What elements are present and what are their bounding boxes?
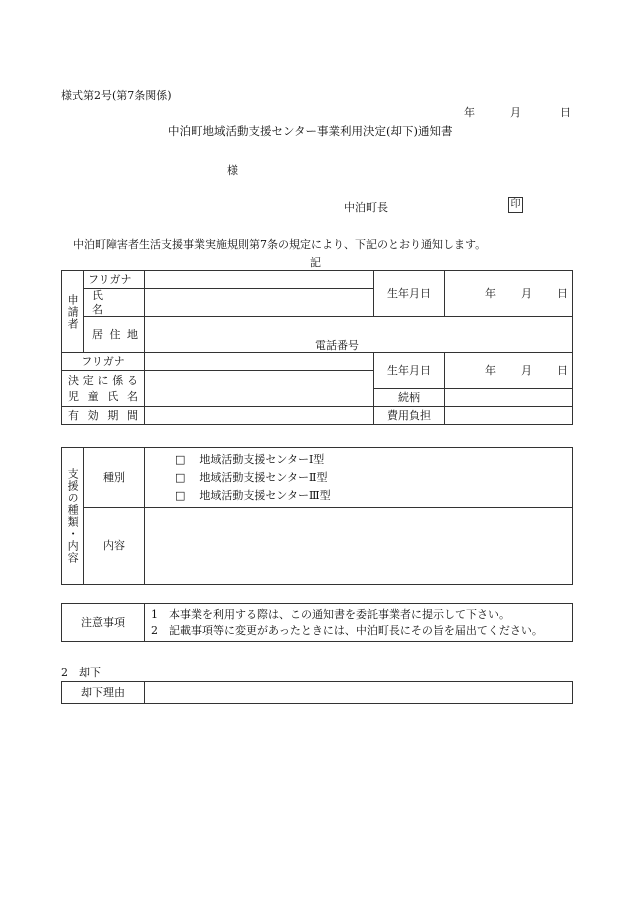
child-birthdate-field[interactable]	[445, 353, 573, 389]
birth-month-label: 月	[521, 286, 532, 300]
support-group-label: 支援の種類・内容	[62, 448, 84, 585]
seal-mark: 印	[508, 197, 523, 213]
notes-content	[145, 604, 573, 642]
address-label: 居住地	[84, 317, 145, 353]
type-options	[145, 448, 573, 508]
furigana-label: フリガナ	[84, 271, 145, 289]
child-name-field[interactable]	[145, 371, 374, 407]
content-field[interactable]	[145, 508, 573, 585]
date-year-label: 年	[464, 106, 475, 119]
name-field[interactable]	[145, 289, 374, 317]
cost-field[interactable]	[445, 407, 573, 425]
rejection-reason-field[interactable]	[145, 682, 573, 704]
option-type-1-label: 地域活動支援センターⅠ型	[199, 452, 325, 466]
note-2: 2 記載事項等に変更があったときには、中泊町長にその旨を届出てください。	[151, 624, 543, 637]
type-label: 種別	[84, 448, 145, 508]
checkbox-type-3[interactable]: □	[175, 488, 186, 502]
child-birth-year-label: 年	[485, 363, 496, 377]
name-label: 氏 名	[84, 289, 145, 317]
document-title: 中泊町地域活動支援センター事業利用決定(却下)通知書	[168, 124, 453, 138]
child-furigana-label: フリガナ	[62, 353, 145, 371]
birth-year-label: 年	[485, 286, 496, 300]
cost-label: 費用負担	[374, 407, 445, 425]
child-name-label-line1: 決定に係る	[68, 373, 138, 387]
child-furigana-field[interactable]	[145, 353, 374, 371]
phone-label: 電話番号	[315, 338, 359, 352]
child-birth-day-label: 日	[557, 363, 568, 377]
content-label: 内容	[84, 508, 145, 585]
rejection-section-title: 2 却下	[61, 666, 101, 679]
issuer-name: 中泊町長	[344, 201, 388, 214]
birthdate-field[interactable]	[445, 271, 573, 317]
option-type-2-label: 地域活動支援センターⅡ型	[199, 470, 328, 484]
valid-period-label: 有効期間	[62, 407, 145, 425]
relation-field[interactable]	[445, 389, 573, 407]
rejection-table	[61, 681, 573, 704]
address-field[interactable]	[145, 317, 573, 353]
applicant-table	[61, 270, 573, 425]
body-text: 中泊町障害者生活支援事業実施規則第7条の規定により、下記のとおり通知します。	[73, 238, 487, 251]
applicant-group-label: 申請者	[62, 271, 84, 353]
birth-day-label: 日	[557, 286, 568, 300]
note-1: 1 本事業を利用する際は、この通知書を委託事業者に提示して下さい。	[151, 607, 510, 621]
date-month-label: 月	[510, 106, 521, 119]
support-table	[61, 447, 573, 585]
form-number: 様式第2号(第7条関係)	[61, 89, 172, 102]
checkbox-type-2[interactable]: □	[175, 470, 186, 484]
option-type-1[interactable]	[145, 451, 572, 469]
date-day-label: 日	[560, 106, 571, 119]
addressee-suffix: 様	[227, 164, 238, 177]
rejection-reason-label: 却下理由	[62, 682, 145, 704]
valid-period-field[interactable]	[145, 407, 374, 425]
birthdate-label: 生年月日	[374, 271, 445, 317]
checkbox-type-1[interactable]: □	[175, 452, 186, 466]
option-type-2[interactable]	[145, 469, 572, 487]
child-name-label-line2: 児童氏名	[68, 390, 138, 403]
option-type-3[interactable]	[145, 487, 572, 505]
child-birth-month-label: 月	[521, 363, 532, 377]
child-birthdate-label: 生年月日	[374, 353, 445, 389]
notes-label: 注意事項	[62, 604, 145, 642]
relation-label: 続柄	[374, 389, 445, 407]
furigana-field[interactable]	[145, 271, 374, 289]
child-name-label	[62, 371, 145, 407]
option-type-3-label: 地域活動支援センターⅢ型	[199, 488, 331, 502]
ki-label: 記	[310, 256, 321, 269]
notes-table	[61, 603, 573, 642]
